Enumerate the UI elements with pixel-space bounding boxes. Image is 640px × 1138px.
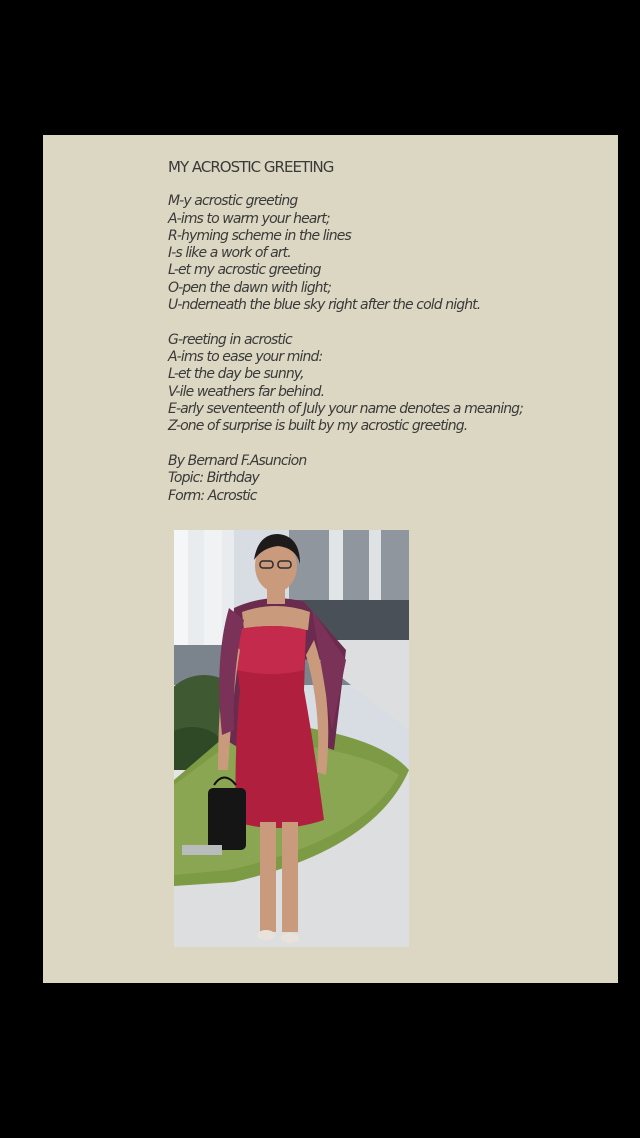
poem-credits: [168, 453, 608, 505]
poem-text: [168, 159, 608, 505]
poem-line: A-ims to warm your heart;: [168, 210, 330, 227]
poem-line: E-arly seventeenth of July your name denotes a meaning;: [168, 401, 523, 418]
topic-credit: Topic: Birthday: [168, 470, 259, 487]
stanza-2: [168, 332, 608, 436]
poem-line: L-et the day be sunny,: [168, 366, 304, 383]
poem-line: Z-one of surprise is built by my acrostic greeting.: [168, 418, 468, 435]
poem-line: U-nderneath the blue sky right after the cold night.: [168, 297, 481, 314]
author-credit: By Bernard F.Asuncion: [168, 453, 307, 470]
poem-title: MY ACROSTIC GREETING: [168, 158, 334, 176]
stanza-1: [168, 193, 608, 314]
poem-line: R-hyming scheme in the lines: [168, 227, 351, 244]
form-credit: Form: Acrostic: [168, 487, 257, 504]
poem-line: G-reeting in acrostic: [168, 331, 292, 348]
poem-line: I-s like a work of art.: [168, 245, 291, 262]
poem-line: L-et my acrostic greeting: [168, 262, 321, 279]
poem-line: M-y acrostic greeting: [168, 193, 298, 210]
poem-line: A-ims to ease your mind:: [168, 349, 323, 366]
poem-line: O-pen the dawn with light;: [168, 279, 332, 296]
portrait-photo: [174, 530, 409, 947]
poem-card: [43, 135, 618, 983]
poem-line: V-ile weathers far behind.: [168, 383, 325, 400]
